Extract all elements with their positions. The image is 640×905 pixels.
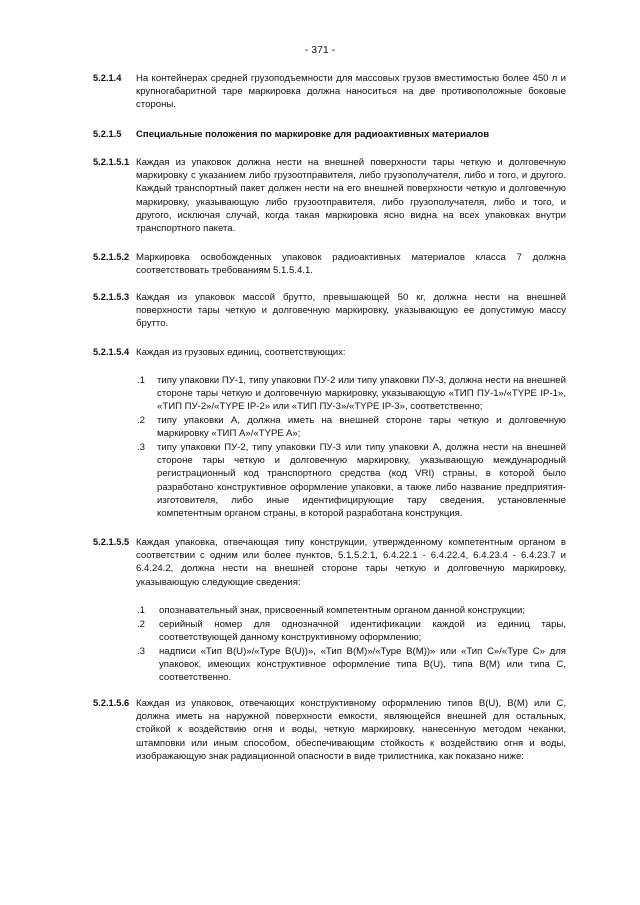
list-text: серийный номер для однозначной идентификации каждой из единиц тары, соответствующей данному конструктивному оформлению;	[159, 619, 566, 644]
list-text: типу упаковки ПУ-2, типу упаковки ПУ-3 или типу упаковки А, должна нести на внешней стороне тары четкую и долговечную маркировку, указывающую международный регистрационный код транспортного средства (код VRI) страны, в которой было разработано конструктивное оформление упаковки, а также либо название предприятия-изготовителя, либо иные идентифицирующие тару сведения, установленные компетентным органом страны, в которой разработана конструкция.	[157, 442, 566, 520]
list-text: типу упаковки ПУ-1, типу упаковки ПУ-2 или типу упаковки ПУ-3, должна нести на внешней стороне тары четкую и долговечную маркировку, указывающую «ТИП ПУ-1»/«TYPE IP-1», «ТИП ПУ-2»/«TYPE IP-2» или «ТИП ПУ-3»/«TYPE IP-3», соответственно;	[157, 375, 566, 413]
section-number: 5.2.1.4	[93, 73, 122, 83]
page-number: - 371 -	[304, 44, 336, 56]
section-number: 5.2.1.5.5	[93, 537, 130, 547]
section-text: Каждая из упаковок, отвечающих конструктивному оформлению типов B(U), B(M) или C, должна иметь на наружной поверхности емкости, являющейся внешней для остальных, стойкой к воздействию огня и воды, четкую маркировку, нанесенную методом чеканки, штамповки или иным способом, обеспечивающим стойкость к воздействию огня и воды, изображающую знак радиационной опасности в виде трилистника, как показано ниже:	[136, 698, 566, 762]
section-heading: Специальные положения по маркировке для радиоактивных материалов	[136, 129, 490, 140]
list-marker: .1	[137, 605, 146, 616]
section-text: Каждая из упаковок массой брутто, превышающей 50 кг, должна нести на внешней поверхности тары четкую и долговечную маркировку, указывающую ее допустимую массу брутто.	[136, 292, 566, 330]
section-text: На контейнерах средней грузоподъемности для массовых грузов вместимостью более 450 л и крупногабаритной таре маркировка должна наноситься на две противоположные боковые стороны.	[136, 73, 566, 111]
list-marker: .1	[137, 375, 146, 386]
section-number: 5.2.1.5.3	[93, 292, 130, 302]
section-text: Каждая из грузовых единиц, соответствующих:	[136, 347, 346, 358]
list-marker: .3	[137, 442, 146, 453]
section-text: Каждая упаковка, отвечающая типу конструкции, утвержденному компетентным органом в соответствии с одним или более пунктов, 5.1.5.2.1, 6.4.22.1 - 6.4.22.4, 6.4.23.4 - 6.4.23.7 и 6.4.24.2, должна нести на внешней стороне тары четкую и долговечную маркировку, указывающую следующие сведения:	[136, 537, 566, 588]
list-marker: .2	[137, 619, 146, 630]
section-number: 5.2.1.5	[93, 129, 122, 139]
section-number: 5.2.1.5.4	[93, 347, 130, 357]
section-number: 5.2.1.5.1	[93, 157, 130, 167]
list-marker: .2	[137, 415, 146, 426]
list-text: надписи «Тип B(U)»/«Type B(U))», «Тип B(M)»/«Type B(M))» или «Тип С»/«Type C» для упаковок, имеющих конструктивное оформление типа B(U), типа B(M) или типа С, соответственно.	[159, 646, 566, 684]
section-number: 5.2.1.5.2	[93, 252, 130, 262]
list-text: опознавательный знак, присвоенный компетентным органом данной конструкции;	[159, 605, 525, 616]
section-text: Каждая из упаковок должна нести на внешней поверхности тары четкую и долговечную маркировку с указанием либо грузоотправителя, либо грузополучателя, либо и того, и другого. Каждый транспортный пакет должен нести на его внешней поверхности четкую и долговечную маркировку, указывающую либо грузоотправителя, либо грузополучателя, либо и того, и другого, исключая случай, когда такая маркировка ясно видна на всех упаковках внутри транспортного пакета.	[136, 157, 566, 235]
list-marker: .3	[137, 646, 146, 657]
list-text: типу упаковки А, должна иметь на внешней стороне тары четкую и долговечную маркировку «ТИП А»/«TYPE A»;	[157, 415, 566, 440]
section-number: 5.2.1.5.6	[93, 698, 130, 708]
section-text: Маркировка освобожденных упаковок радиоактивных материалов класса 7 должна соответствовать требованиям 5.1.5.4.1.	[136, 252, 566, 277]
